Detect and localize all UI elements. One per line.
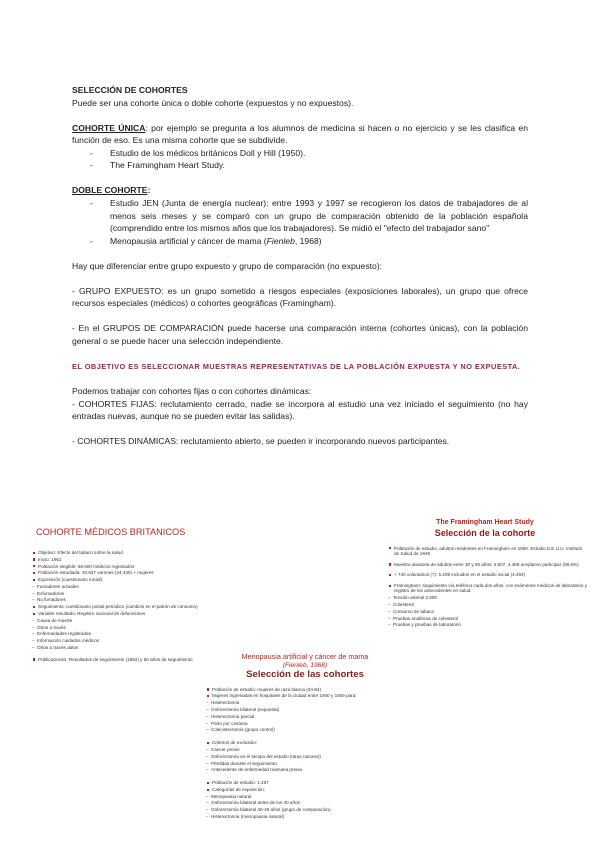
- slide-subtitle: Selección de las cohortes: [246, 669, 364, 681]
- cohortes-dinamicas-paragraph: - COHORTES DINÁMICAS: reclutamiento abierto, se pueden ir incorporando nuevos participantes.: [72, 436, 450, 447]
- list-item: - Estudio de los médicos británicos Doll y Hill (1950).: [90, 147, 528, 160]
- slide-title: Menopausia artificial y cáncer de mama: [241, 652, 369, 661]
- grupo-expuesto-paragraph: - GRUPO EXPUESTO: es un grupo sometido a riesgos especiales (exposiciones laborales), un grupo que ofrece recursos especiales (médicos) o cohortes geográficas (Framingham).: [72, 285, 528, 309]
- doble-cohorte-list: [72, 197, 528, 247]
- list-item: - The Framingham Heart Study.: [90, 159, 528, 172]
- cohorte-unica-paragraph: [72, 122, 528, 147]
- list-item: - Menopausia artificial y cáncer de mama (Fienleb, 1968): [90, 235, 528, 248]
- slide-subtitle: Selección de la cohorte: [434, 527, 536, 538]
- slide-title-reference: (Fienleb, 1968): [282, 661, 328, 669]
- slide-framingham: The Framingham Heart Study Selección de la cohorte Población de estudio: adultos residentes en Framingham en 1950. Estudio E.E.U.U. Instituto de Salud de 1948 Muestra aleatoria de adultos entre 30 y 60 años: 5.507, 4.469 aceptaron participar (69,5%) + 740 voluntarios (?): 5.209 incluidos en el estudio inicial (4.494) Framingham: seguimiento vía teléfono cada dos años, con exámenes médicos de laboratorio y registro de los antecedentes en salud: – Tensión arterial 2.800 – Colesterol – Consumo de tabaco – Pruebas analíticas de colesterol – Pruebas y pruebas de laboratorio: [382, 519, 588, 629]
- cohorte-unica-label: COHORTE ÚNICA: [72, 122, 146, 133]
- list-item: - Estudio JEN (Junta de energía nuclear): entre 1993 y 1997 se recogieron los datos de trabajadores de al menos seis meses y se comparó con un grupo de comparación obtenido de la población española (comprendido entre los mismos años que los trabajadores). Se midió el "efecto del trabajador sano": [90, 197, 528, 235]
- section-heading-seleccion: SELECCIÓN DE COHORTES: [72, 85, 188, 95]
- slide-menopausia: Menopausia artificial y cáncer de mama (Fienleb, 1968) Selección de las cohortes Población de estudio: mujeres de raza blanca (34-84) Mujeres ingresadas en hospitales de la ciudad entre 1940 y 1949 para: – Histerectomía – Ooforectomía bilateral (expuesta) – Histerectomía parcial – Parto por cesárea – Colecistectomía (grupo control) Criterios de exclusión: – Cáncer previo – Ooforectomía en el tiempo del estudio (otras razones) – Pérdidas durante el seguimiento – Antecedente de enfermedad mamaria previa Población de estudio: 1.467 Categorías de exposición: – Menopausia natural – Ooforectomía bilateral antes de los 40 años – Ooforectomía bilateral 40-49 años (grupo de comparación) – Histerectomía (menopausia natural): [200, 653, 410, 821]
- cohorte-unica-text: : por ejemplo se pregunta a los alumnos de medicina si hacen o no ejercicio y se les clasifica en función de eso. Es una misma cohorte que se subdivide.: [72, 122, 528, 146]
- grupo-comparacion-paragraph: - En el GRUPOS DE COMPARACIÓN puede hacerse una comparación interna (cohortes únicas), con la población general o se puede hacer una selección independiente.: [72, 323, 528, 346]
- doble-cohorte-label: DOBLE COHORTE: [72, 185, 148, 196]
- slide-title: COHORTE MÉDICOS BRITANICOS: [36, 527, 186, 537]
- trabajar-paragraph: Podemos trabajar con cohortes fijas o con cohortes dinámicas:: [72, 386, 312, 397]
- doble-cohorte-heading: DOBLE COHORTE:: [72, 185, 151, 196]
- objetivo-highlight: EL OBJETIVO ES SELECCIONAR MUESTRAS REPRESENTATIVAS DE LA POBLACIÓN EXPUESTA Y NO EXPUESTA.: [72, 361, 521, 371]
- slide-title: The Framingham Heart Study: [436, 519, 534, 526]
- document-body: [72, 84, 528, 448]
- cohortes-fijas-paragraph: - COHORTES FIJAS: reclutamiento cerrado, nadie se incorpora al estudio una vez iniciado el seguimiento (no hay entradas nuevas, aunque no se pueden evitar las salidas).: [72, 398, 528, 422]
- slide-medicos-britanicos: COHORTE MÉDICOS BRITANICOS Objetivo: Efecto del tabaco sobre la salud Inicio: 1951 Población elegible: 59.600 médicos registrados Población estudiada: 40.637 varones (34.440) + mujeres Exposición (cuestionario inicial): – Fumadores actuales – Exfumadores – No fumadores Seguimiento: cuestionario postal periódico (cambios en el patrón de consumo) Variable resultado: Registro nacional de defunciones – Causa de muerte – Otros a través – Enfermedades registradas – Información cuidados médicos – Otros a través datos Publicaciones: Resultados de seguimiento (1954) y 50 años de seguimiento: [26, 527, 236, 664]
- cohorte-unica-list: [72, 147, 528, 172]
- diferencia-paragraph: Hay que diferenciar entre grupo expuesto y grupo de comparación (no expuesto):: [72, 260, 383, 271]
- intro-paragraph: Puede ser una cohorte única o doble cohorte (expuestos y no expuestos).: [72, 97, 354, 108]
